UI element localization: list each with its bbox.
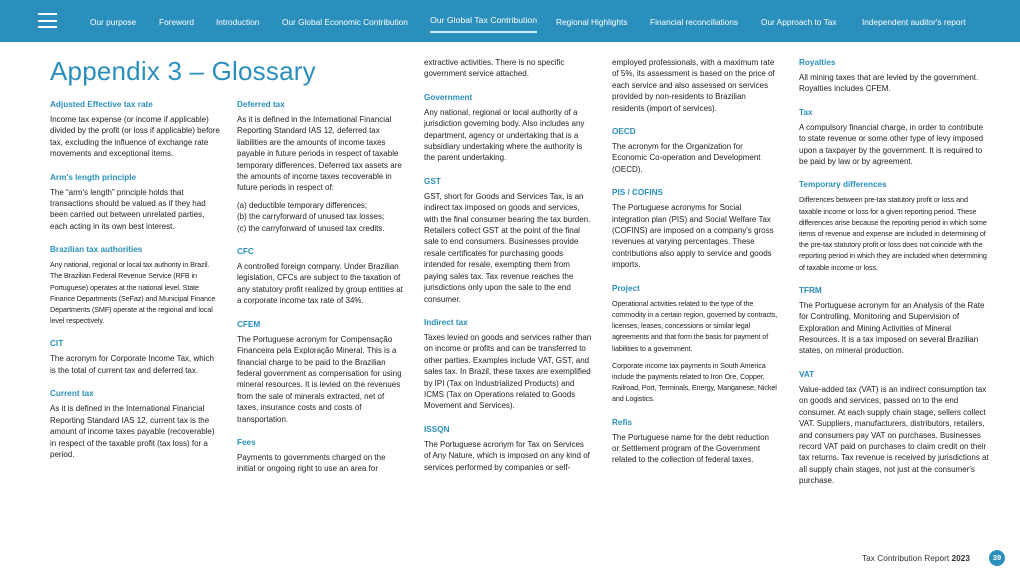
glossary-term: Temporary differences — [799, 180, 887, 190]
glossary-entry-refis — [612, 417, 778, 466]
glossary-column-3 — [424, 57, 592, 485]
glossary-definition: Any national, regional or local tax authority in Brazil. The Brazilian Federal Revenue Service (RFB in Portuguese) operates at the national level. State Finance Departments (SeFaz) and Municipal Finance Departments (SMF) operate at the regional and local level respectively. — [50, 260, 216, 326]
footer-report-year: 2023 — [951, 553, 970, 563]
glossary-definition: The “arm's length” principle holds that transactions should be valued as if they had been carried out between unrelated parties, each acting in its own best interest. — [50, 187, 206, 231]
glossary-entry-fees — [237, 437, 405, 475]
nav-foreword[interactable]: Foreword — [159, 17, 195, 27]
glossary-term: PIS / COFINS — [612, 188, 663, 198]
glossary-definition: A controlled foreign company. Under Brazilian legislation, CFCs are subject to the taxation of any statutory profit realized by group entities at a corporate income tax rate of 34%. — [237, 262, 403, 306]
glossary-definition: Differences between pre-tax statutory profit or loss and taxable income or loss for a given reporting period. These differences arise because the reporting period in which some items of revenue and expense are included in determining of the pre-tax statutory profit or loss does not coincide with the reporting period in which they are included when determining of taxable income or loss. — [799, 195, 987, 272]
glossary-list-item: (b) the carryforward of unused tax losses; — [237, 212, 385, 222]
glossary-list-item: (c) the carryforward of unused tax credits. — [237, 223, 385, 233]
glossary-entry-indirect-tax — [424, 317, 592, 412]
glossary-term: GST — [424, 176, 441, 186]
nav-approach-to-tax[interactable]: Our Approach to Tax — [761, 17, 837, 27]
glossary-definition: Any national, regional or local authority of a jurisdiction governing body. Also includes any department, agency or undertaking that is a subsidiary undertaking where the authority is the parent undertaking. — [424, 107, 585, 163]
glossary-definition: Taxes levied on goods and services rather than on income or profits and can be transferred to other parties. Examples include VAT, GST, and sales tax. In Brazil, these taxes are exemplified by IPI (Tax on Industrialized Products) and ICMS (Tax on Operations related to Goods Movement and Services). — [424, 332, 592, 411]
glossary-entry-brazilian-tax-authorities — [50, 244, 220, 326]
glossary-entry-pis-cofins — [612, 187, 778, 270]
nav-global-tax-contribution[interactable]: Our Global Tax Contribution — [430, 15, 537, 33]
glossary-definition: The Portuguese acronym for Tax on Services of Any Nature, which is imposed on any kind of services performed by companies or self- — [424, 439, 590, 472]
glossary-continuation-fees — [424, 57, 592, 80]
glossary-term: Government — [424, 92, 473, 102]
glossary-entry-issqn — [424, 424, 592, 473]
glossary-term: Arm's length principle — [50, 172, 137, 182]
glossary-term: CFC — [237, 247, 254, 257]
glossary-definition: As it is defined in the International Financial Reporting Standard IAS 12, current tax is the amount of income taxes payable (recoverable) in respect of the taxable profit (tax loss) for a period. — [50, 404, 215, 459]
glossary-term: Indirect tax — [424, 317, 468, 327]
glossary-term: TFRM — [799, 285, 822, 295]
glossary-definition: Value-added tax (VAT) is an indirect consumption tax on goods and services, passed on to the end consumer. At each supply chain stage, sellers collect VAT. Suppliers, manufacturers, distributors, retailers, and consumers pay VAT on purchases. Businesses record VAT paid on purchases to claim credit on their tax returns. Tax revenue is received by jurisdictions at all supply chain stages, not just at the consumer's purchase. — [799, 384, 989, 486]
glossary-term: CIT — [50, 339, 64, 349]
glossary-term: Deferred tax — [237, 100, 285, 109]
glossary-column-4 — [612, 57, 778, 478]
glossary-definition: Corporate income tax payments in South America include the payments related to Iron Ore, Copper, Railroad, Port, Terminals, Energy, Manganese, Nickel and Logistics. — [612, 360, 777, 404]
page-number-badge: 39 — [989, 550, 1005, 566]
nav-our-purpose[interactable]: Our purpose — [90, 17, 137, 27]
glossary-definition: The acronym for the Organization for Economic Co-operation and Development (OECD). — [612, 142, 761, 174]
glossary-term: ISSQN — [424, 424, 450, 434]
glossary-entry-tfrm — [799, 285, 991, 357]
glossary-term: Royalties — [799, 58, 836, 67]
glossary-entry-current-tax — [50, 388, 220, 460]
glossary-definition: Payments to governments charged on the initial or ongoing right to use an area for — [237, 452, 386, 474]
glossary-entry-cfem — [237, 319, 405, 425]
nav-introduction[interactable]: Introduction — [216, 17, 260, 27]
page-title: Appendix 3 – Glossary — [50, 56, 316, 86]
glossary-definition: employed professionals, with a maximum rate of 5%, its assessment is based on the price of each service and also assessed on services provided by non-residents to Brazilian residents (import of services). — [612, 58, 775, 113]
glossary-entry-arms-length — [50, 172, 220, 233]
glossary-entry-deferred-tax — [237, 99, 405, 234]
glossary-term: Refis — [612, 417, 633, 427]
glossary-entry-oecd — [612, 126, 778, 175]
footer-report-name: Tax Contribution Report — [862, 553, 950, 563]
nav-independent-auditors-report[interactable]: Independent auditor's report — [862, 17, 966, 27]
glossary-term: VAT — [799, 369, 815, 379]
nav-regional-highlights[interactable]: Regional Highlights — [556, 17, 628, 27]
glossary-term: Project — [612, 283, 640, 293]
glossary-definition: The Portuguese name for the debt reduction or Settlement program of the Government related to the collection of federal taxes. — [612, 432, 769, 465]
glossary-definition: The Portuguese acronym for Compensação Financeira pela Exploração Mineral. This is a financial charge to be paid to the Brazilian federal government as compensation for using mineral resources. It is levied on the revenues from the sale of minerals extracted, net of taxes, insurance costs and costs of transportation. — [237, 334, 402, 424]
glossary-entry-vat — [799, 369, 991, 487]
glossary-column-5 — [799, 57, 991, 499]
glossary-definition: A compulsory financial charge, in order to contribute to state revenue or some other type of levy imposed upon a taxpayer by the government. It is required to be paid by law or by agreement. — [799, 122, 984, 167]
glossary-term: CFEM — [237, 319, 261, 329]
glossary-definition: The Portuguese acronyms for Social integration plan (PIS) and Social Welfare Tax (COFINS) are imposed on a company's gross revenues at varying percentages. These contributions also apply to service and goods imports. — [612, 203, 774, 270]
glossary-definition: Income tax expense (or income if applicable) divided by the profit (or loss if applicable) before tax, excluding the influence of exchange rate movements and exceptional items. — [50, 115, 220, 159]
nav-financial-reconciliations[interactable]: Financial reconciliations — [650, 17, 739, 27]
glossary-definition: The Portuguese acronym for an Analysis of the Rate for Controlling, Monitoring and Supervision of Exploration and Mining Activities of Mineral Resources. It is a tax imposed on several Brazilian states, on mineral production. — [799, 300, 985, 356]
glossary-definition: The acronym for Corporate Income Tax, which is the total of current tax and deferred tax. — [50, 354, 214, 375]
glossary-entry-tax — [799, 107, 991, 168]
glossary-entry-gst — [424, 176, 592, 305]
glossary-term: Current tax — [50, 389, 94, 399]
glossary-term: Fees — [237, 437, 256, 447]
glossary-list-item: (a) deductible temporary differences; — [237, 200, 368, 210]
glossary-term: OECD — [612, 127, 636, 137]
glossary-entry-adjusted-effective-tax-rate — [50, 99, 220, 160]
glossary-column-1 — [50, 99, 220, 472]
glossary-column-2 — [237, 99, 405, 487]
glossary-definition: Operational activities related to the type of the commodity in a certain region, governed by contracts, licenses, leases, concessions or similar legal agreements and that form the basis for payment of liabilities to a government. — [612, 298, 778, 353]
top-navigation-bar — [0, 0, 1020, 42]
hamburger-menu-icon[interactable] — [38, 13, 57, 28]
glossary-continuation-issqn — [612, 57, 778, 114]
glossary-definition: As it is defined in the International Financial Reporting Standard IAS 12, deferred tax liabilities are the amounts of income taxes payable in future periods in respect of taxable temporary differences. Deferred tax assets are the amounts of income taxes recoverable in future periods in respect of: — [237, 115, 402, 193]
glossary-entry-project — [612, 283, 778, 405]
glossary-definition: GST, short for Goods and Services Tax, is an indirect tax imposed on goods and services, with the final consumer bearing the tax burden. Retailers collect GST at the point of the final sale to end consumers. Businesses provide resale certificates for purchasing goods intended for resale, exempting them from paying sales tax. Tax revenue reaches the jurisdictions only upon the sale to the end consumer. — [424, 191, 591, 304]
glossary-entry-government — [424, 92, 592, 164]
glossary-entry-temporary-differences — [799, 179, 991, 272]
glossary-entry-royalties — [799, 57, 991, 95]
glossary-term: Tax — [799, 107, 813, 117]
glossary-entry-cit — [50, 338, 220, 376]
glossary-term: Brazilian tax authorities — [50, 245, 143, 255]
nav-global-economic-contribution[interactable]: Our Global Economic Contribution — [282, 17, 408, 27]
glossary-term: Adjusted Effective tax rate — [50, 100, 153, 109]
glossary-definition: All mining taxes that are levied by the government. Royalties includes CFEM. — [799, 73, 979, 94]
glossary-entry-cfc — [237, 246, 405, 307]
footer-report-label — [862, 553, 970, 563]
glossary-definition: extractive activities. There is no specific government service attached. — [424, 58, 565, 79]
